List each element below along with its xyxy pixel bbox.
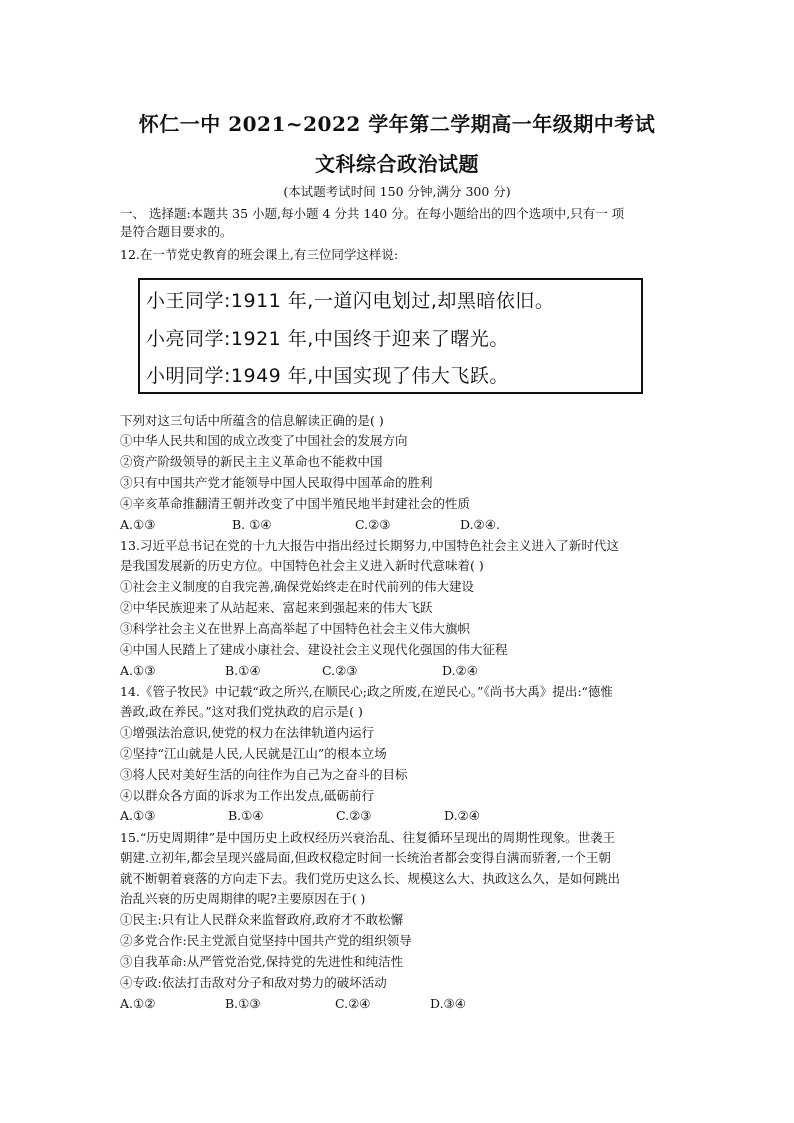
q12-choice-c: C.②③ <box>355 517 391 532</box>
q12-quote-3: 小明同学:1949 年,中国实现了伟大飞跃。 <box>146 365 509 387</box>
q13-choice-b: B.①④ <box>225 663 261 678</box>
q13-stem-1: 13.习近平总书记在党的十九大报告中指出经过长期努力,中国特色社会主义进入了新时代这 <box>120 538 619 553</box>
q15-item-2: ②多党合作:民主党派自觉坚持中国共产党的组织领导 <box>120 933 412 948</box>
q13-item-1: ①社会主义制度的自我完善,确保党始终走在时代前列的伟大建设 <box>120 579 474 594</box>
q12-item-3: ③只有中国共产党才能领导中国人民取得中国革命的胜利 <box>120 475 433 490</box>
q14-choice-d: D.②④ <box>444 808 480 823</box>
q15-stem-2: 朝建.立初年,都会呈现兴盛局面,但政权稳定时间一长统治者都会变得自满而骄奢,一个王朝 <box>120 850 611 865</box>
q12-item-2: ②资产阶级领导的新民主主义革命也不能救中国 <box>120 454 383 469</box>
q12-quote-1: 小王同学:1911 年,一道闪电划过,却黑暗依旧。 <box>146 290 555 312</box>
q13-item-4: ④中国人民踏上了建成小康社会、建设社会主义现代化强国的伟大征程 <box>120 642 508 657</box>
q14-choice-a: A.①③ <box>120 808 156 823</box>
q15-choice-d: D.③④ <box>430 996 466 1011</box>
q12-quote-2: 小亮同学:1921 年,中国终于迎来了曙光。 <box>146 328 509 350</box>
q12-choice-d: D.②④. <box>460 517 500 532</box>
q15-stem-3: 就不断朝着衰落的方向走下去。我们党历史这么长、规模这么大、执政这么久，是如何跳出 <box>120 871 621 886</box>
q15-item-4: ④专政:依法打击敌对分子和敌对势力的破坏活动 <box>120 975 387 990</box>
q13-choice-c: C.②③ <box>322 663 358 678</box>
q13-item-3: ③科学社会主义在世界上高高举起了中国特色社会主义伟大旗帜 <box>120 621 471 636</box>
q15-item-1: ①民主:只有让人民群众来监督政府,政府才不敢松懈 <box>120 912 404 927</box>
q12-choice-b: B. ①④ <box>232 517 272 532</box>
q12-item-1: ①中华人民共和国的成立改变了中国社会的发展方向 <box>120 433 408 448</box>
instructions-line-1: 一、 选择题:本题共 35 小题,每小题 4 分共 140 分。在每小题给出的四个选项中,只有一 项 <box>120 206 625 221</box>
q12-item-4: ④辛亥革命推翻清王朝并改变了中国半殖民地半封建社会的性质 <box>120 496 471 511</box>
exam-subtitle: 文科综合政治试题 <box>315 152 479 176</box>
q14-item-4: ④以群众各方面的诉求为工作出发点,砥砺前行 <box>120 788 374 803</box>
q15-choice-b: B.①③ <box>225 996 261 1011</box>
exam-title: 怀仁一中 2021~2022 学年第二学期高一年级期中考试 <box>138 112 656 136</box>
q13-item-2: ②中华民族迎来了从站起来、富起来到强起来的伟大飞跃 <box>120 600 433 615</box>
q14-item-1: ①增强法治意识,使党的权力在法律轨道内运行 <box>120 725 374 740</box>
q12-quote-box <box>138 278 643 394</box>
q15-item-3: ③自我革命:从严管党治党,保持党的先进性和纯洁性 <box>120 954 404 969</box>
q15-choice-c: C.②④ <box>335 996 371 1011</box>
q15-choice-a: A.①② <box>120 996 156 1011</box>
q14-item-2: ②坚持“江山就是人民,人民就是江山”的根本立场 <box>120 746 387 761</box>
q13-choice-d: D.②④ <box>442 663 478 678</box>
instructions-line-2: 是符合题目要求的。 <box>120 224 233 239</box>
q14-choice-c: C.②③ <box>336 808 372 823</box>
q14-stem-2: 善政,政在养民。”这对我们党执政的启示是( ) <box>120 704 363 719</box>
q12-prompt: 下列对这三句话中所蕴含的信息解读正确的是( ) <box>120 413 384 428</box>
q13-choice-a: A.①③ <box>120 663 156 678</box>
q13-stem-2: 是我国发展新的历史方位。中国特色社会主义进入新时代意味着( ) <box>120 558 484 573</box>
q14-item-3: ③将人民对美好生活的向往作为自己为之奋斗的目标 <box>120 767 408 782</box>
exam-info: (本试题考试时间 150 分钟,满分 300 分) <box>283 184 511 199</box>
q12-stem: 12.在一节党史教育的班会课上,有三位同学这样说: <box>120 247 399 262</box>
q14-choice-b: B.①④ <box>228 808 264 823</box>
q15-stem-4: 治乱兴衰的历史周期律的呢?主要原因在于( ) <box>120 891 366 906</box>
q15-stem-1: 15.“历史周期律”是中国历史上政权经历兴衰治乱、往复循环呈现出的周期性现象。世袭王 <box>120 830 616 845</box>
q14-stem-1: 14.《管子牧民》中记载“政之所兴,在顺民心;政之所废,在逆民心。”《尚书大禹》提出:“德惟 <box>120 684 613 699</box>
q12-choice-a: A.①③ <box>120 517 156 532</box>
